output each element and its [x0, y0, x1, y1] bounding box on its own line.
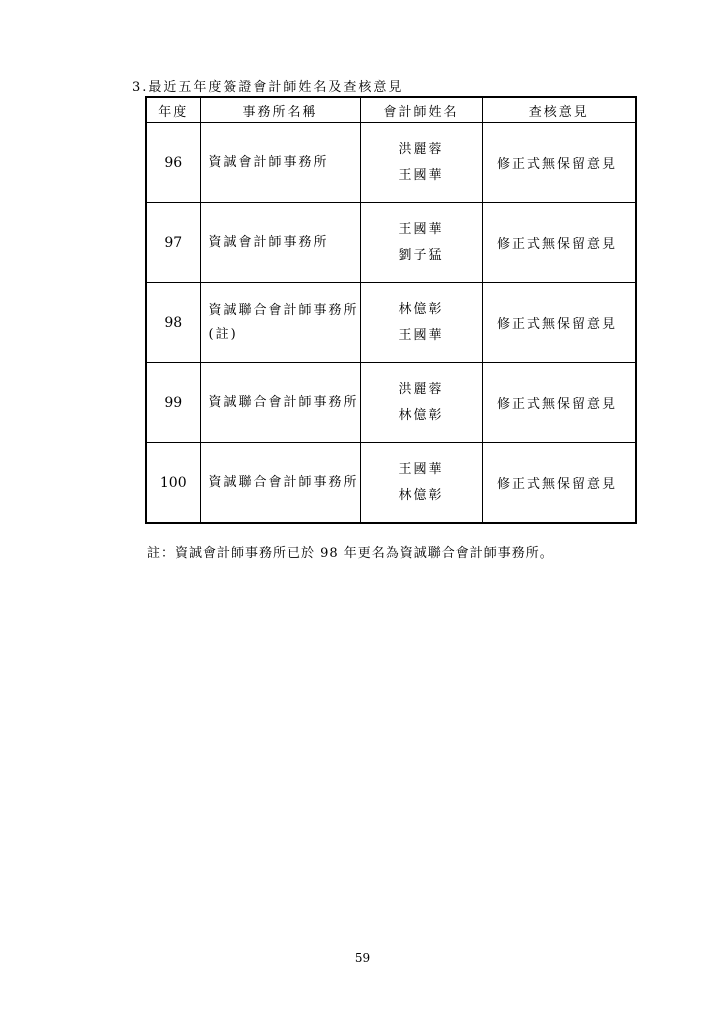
auditor-table-container [145, 96, 635, 524]
firm-note-marker: (註) [208, 326, 238, 342]
cell-accountants [360, 123, 482, 203]
page-number: 59 [354, 951, 371, 965]
accountant-name: 王國華 [398, 327, 444, 343]
accountant-name: 洪麗蓉 [398, 141, 444, 157]
table-row [146, 203, 636, 283]
cell-firm [200, 123, 360, 203]
cell-opinion: 修正式無保留意見 [482, 123, 636, 203]
cell-accountants [360, 203, 482, 283]
footnote: 註：資誠會計師事務所已於 98 年更名為資誠聯合會計師事務所。 [147, 546, 554, 561]
cell-accountants [360, 363, 482, 443]
cell-opinion: 修正式無保留意見 [482, 283, 636, 363]
table-row [146, 123, 636, 203]
table-row [146, 443, 636, 524]
cell-accountants [360, 443, 482, 524]
cell-firm [200, 283, 360, 363]
cell-year: 98 [146, 283, 200, 363]
cell-opinion: 修正式無保留意見 [482, 203, 636, 283]
auditor-table [145, 96, 637, 524]
cell-accountants [360, 283, 482, 363]
firm-name: 資誠聯合會計師事務所 [208, 302, 359, 318]
accountant-name: 王國華 [398, 461, 444, 477]
header-year: 年度 [146, 97, 200, 123]
cell-firm [200, 363, 360, 443]
accountant-name: 林億彰 [398, 407, 444, 423]
header-accountant: 會計師姓名 [360, 97, 482, 123]
cell-opinion: 修正式無保留意見 [482, 363, 636, 443]
header-firm: 事務所名稱 [200, 97, 360, 123]
firm-name: 資誠會計師事務所 [208, 154, 329, 170]
header-opinion: 查核意見 [482, 97, 636, 123]
page-heading: 3.最近五年度簽證會計師姓名及查核意見 [132, 80, 404, 95]
accountant-name: 洪麗蓉 [398, 381, 444, 397]
accountant-name: 林億彰 [398, 301, 444, 317]
cell-opinion: 修正式無保留意見 [482, 443, 636, 524]
table-row [146, 283, 636, 363]
firm-name: 資誠聯合會計師事務所 [208, 394, 359, 410]
table-row [146, 363, 636, 443]
accountant-name: 王國華 [398, 167, 444, 183]
firm-name: 資誠聯合會計師事務所 [208, 474, 359, 490]
cell-year: 96 [146, 123, 200, 203]
cell-year: 97 [146, 203, 200, 283]
table-header-row [146, 97, 636, 123]
cell-year: 100 [146, 443, 200, 524]
accountant-name: 劉子猛 [398, 247, 444, 263]
accountant-name: 王國華 [398, 221, 444, 237]
cell-firm [200, 203, 360, 283]
accountant-name: 林億彰 [398, 487, 444, 503]
cell-year: 99 [146, 363, 200, 443]
cell-firm [200, 443, 360, 524]
firm-name: 資誠會計師事務所 [208, 234, 329, 250]
